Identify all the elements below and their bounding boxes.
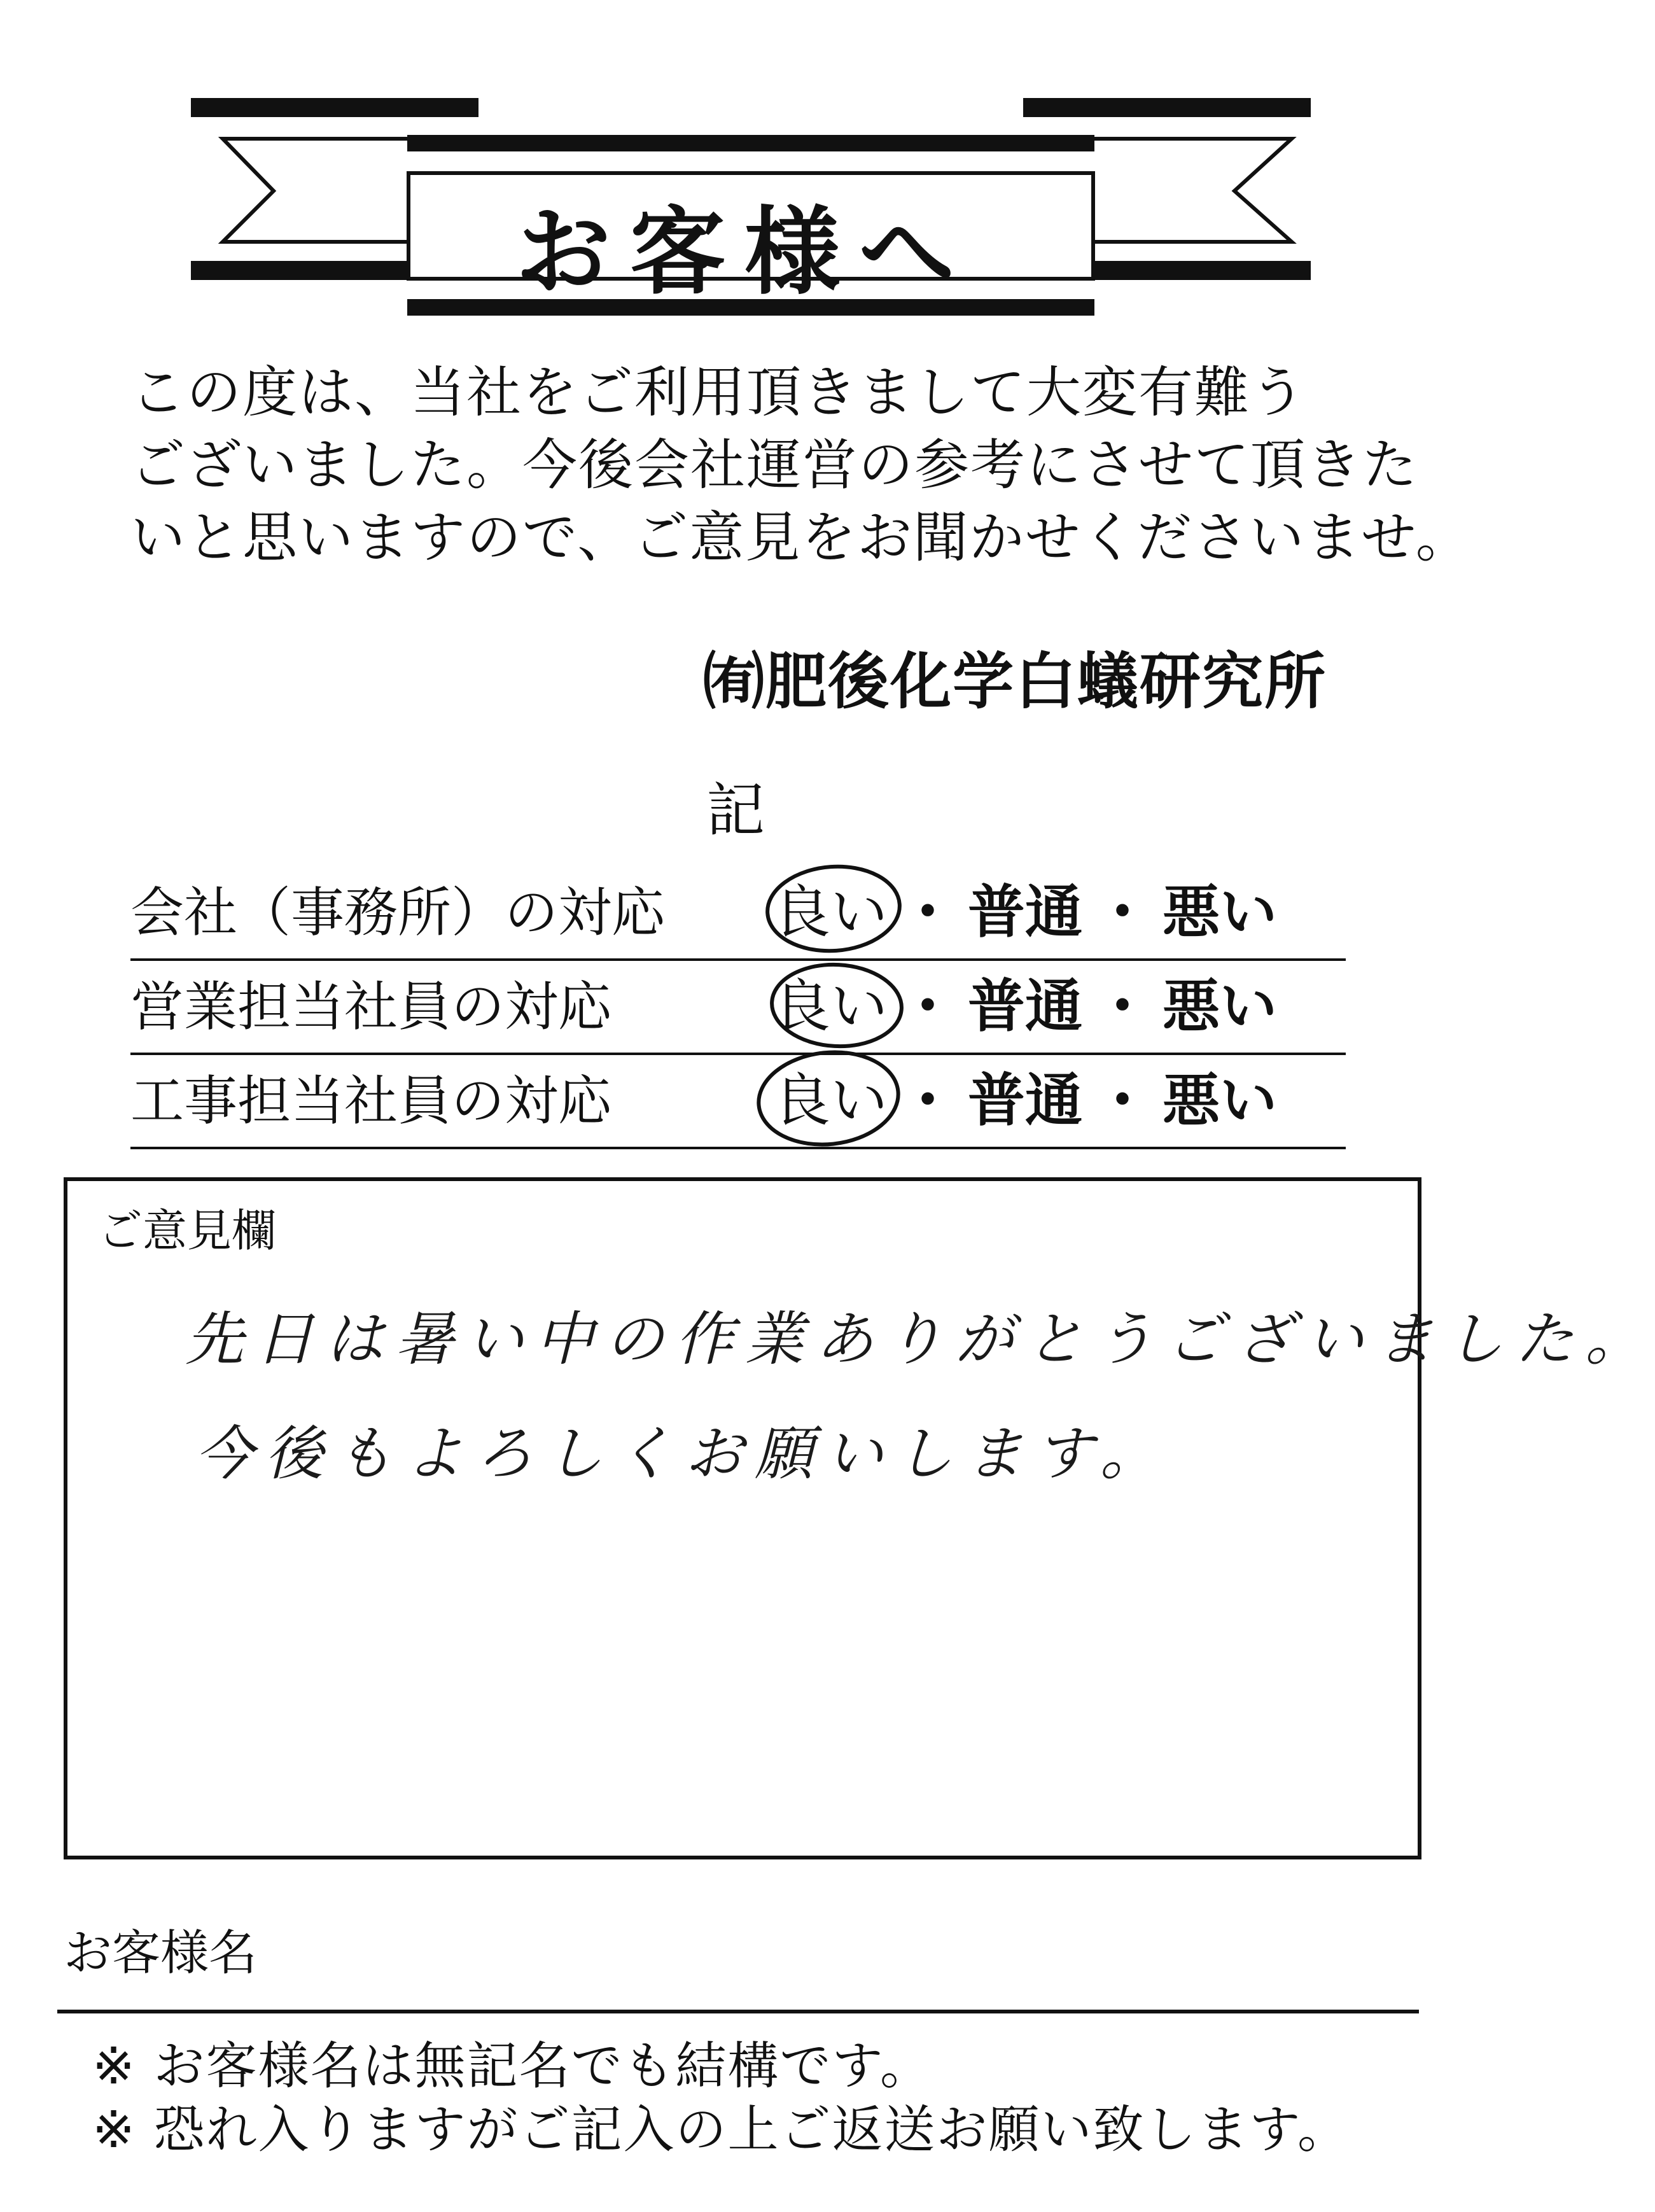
customer-name-label: お客様名	[64, 1924, 257, 1981]
rating-row	[130, 1053, 1346, 1149]
rating-label: 会社（事務所）の対応	[130, 881, 666, 944]
comment-box[interactable]	[64, 1177, 1655, 1859]
note: ※ お客様名は無記名でも結構です。	[92, 2036, 933, 2096]
selection-circle	[764, 956, 910, 1051]
note: ※ 恐れ入りますがご記入の上ご返送お願い致します。	[92, 2100, 1350, 2159]
rating-row	[130, 864, 1346, 961]
option-good[interactable]: 良い	[773, 1067, 888, 1134]
company-name: ㈲肥後化学白蟻研究所	[703, 646, 1327, 717]
option-good[interactable]: 良い	[773, 973, 888, 1040]
option-separator: ・	[1094, 879, 1151, 946]
option-normal[interactable]: 普通	[968, 879, 1082, 946]
option-normal[interactable]: 普通	[968, 1067, 1082, 1134]
ki-heading: 記	[706, 776, 765, 844]
intro-line: いと思いますので、ご意見をお聞かせくださいませ。	[130, 506, 1472, 570]
selection-circle	[760, 859, 907, 955]
option-normal[interactable]: 普通	[968, 973, 1082, 1040]
intro-paragraph	[130, 356, 1472, 574]
intro-line: ございました。今後会社運営の参考にさせて頂きた	[130, 433, 1418, 497]
option-bad[interactable]: 悪い	[1163, 879, 1277, 946]
rating-label: 工事担当社員の対応	[130, 1070, 612, 1132]
option-separator: ・	[899, 973, 956, 1040]
rating-row	[130, 958, 1346, 1055]
option-separator: ・	[899, 1067, 956, 1134]
handwritten-comment-line: 先日は暑い中の作業ありがとうございました。	[185, 1305, 1655, 1373]
option-bad[interactable]: 悪い	[1163, 1067, 1277, 1134]
comment-label: ご意見欄	[98, 1205, 276, 1257]
rating-label: 営業担当社員の対応	[130, 976, 612, 1038]
option-good[interactable]: 良い	[773, 879, 888, 946]
title-banner	[185, 89, 1330, 325]
option-separator: ・	[1094, 1067, 1151, 1134]
option-bad[interactable]: 悪い	[1163, 973, 1277, 1040]
option-separator: ・	[1094, 973, 1151, 1040]
option-separator: ・	[899, 879, 956, 946]
selection-circle	[751, 1045, 904, 1147]
intro-line: この度は、当社をご利用頂きまして大変有難う	[130, 361, 1306, 424]
handwritten-comment-line: 今後もよろしくお願いします。	[195, 1420, 1170, 1488]
customer-name-line[interactable]	[57, 2010, 1419, 2013]
page-title: お客様へ	[515, 196, 974, 308]
